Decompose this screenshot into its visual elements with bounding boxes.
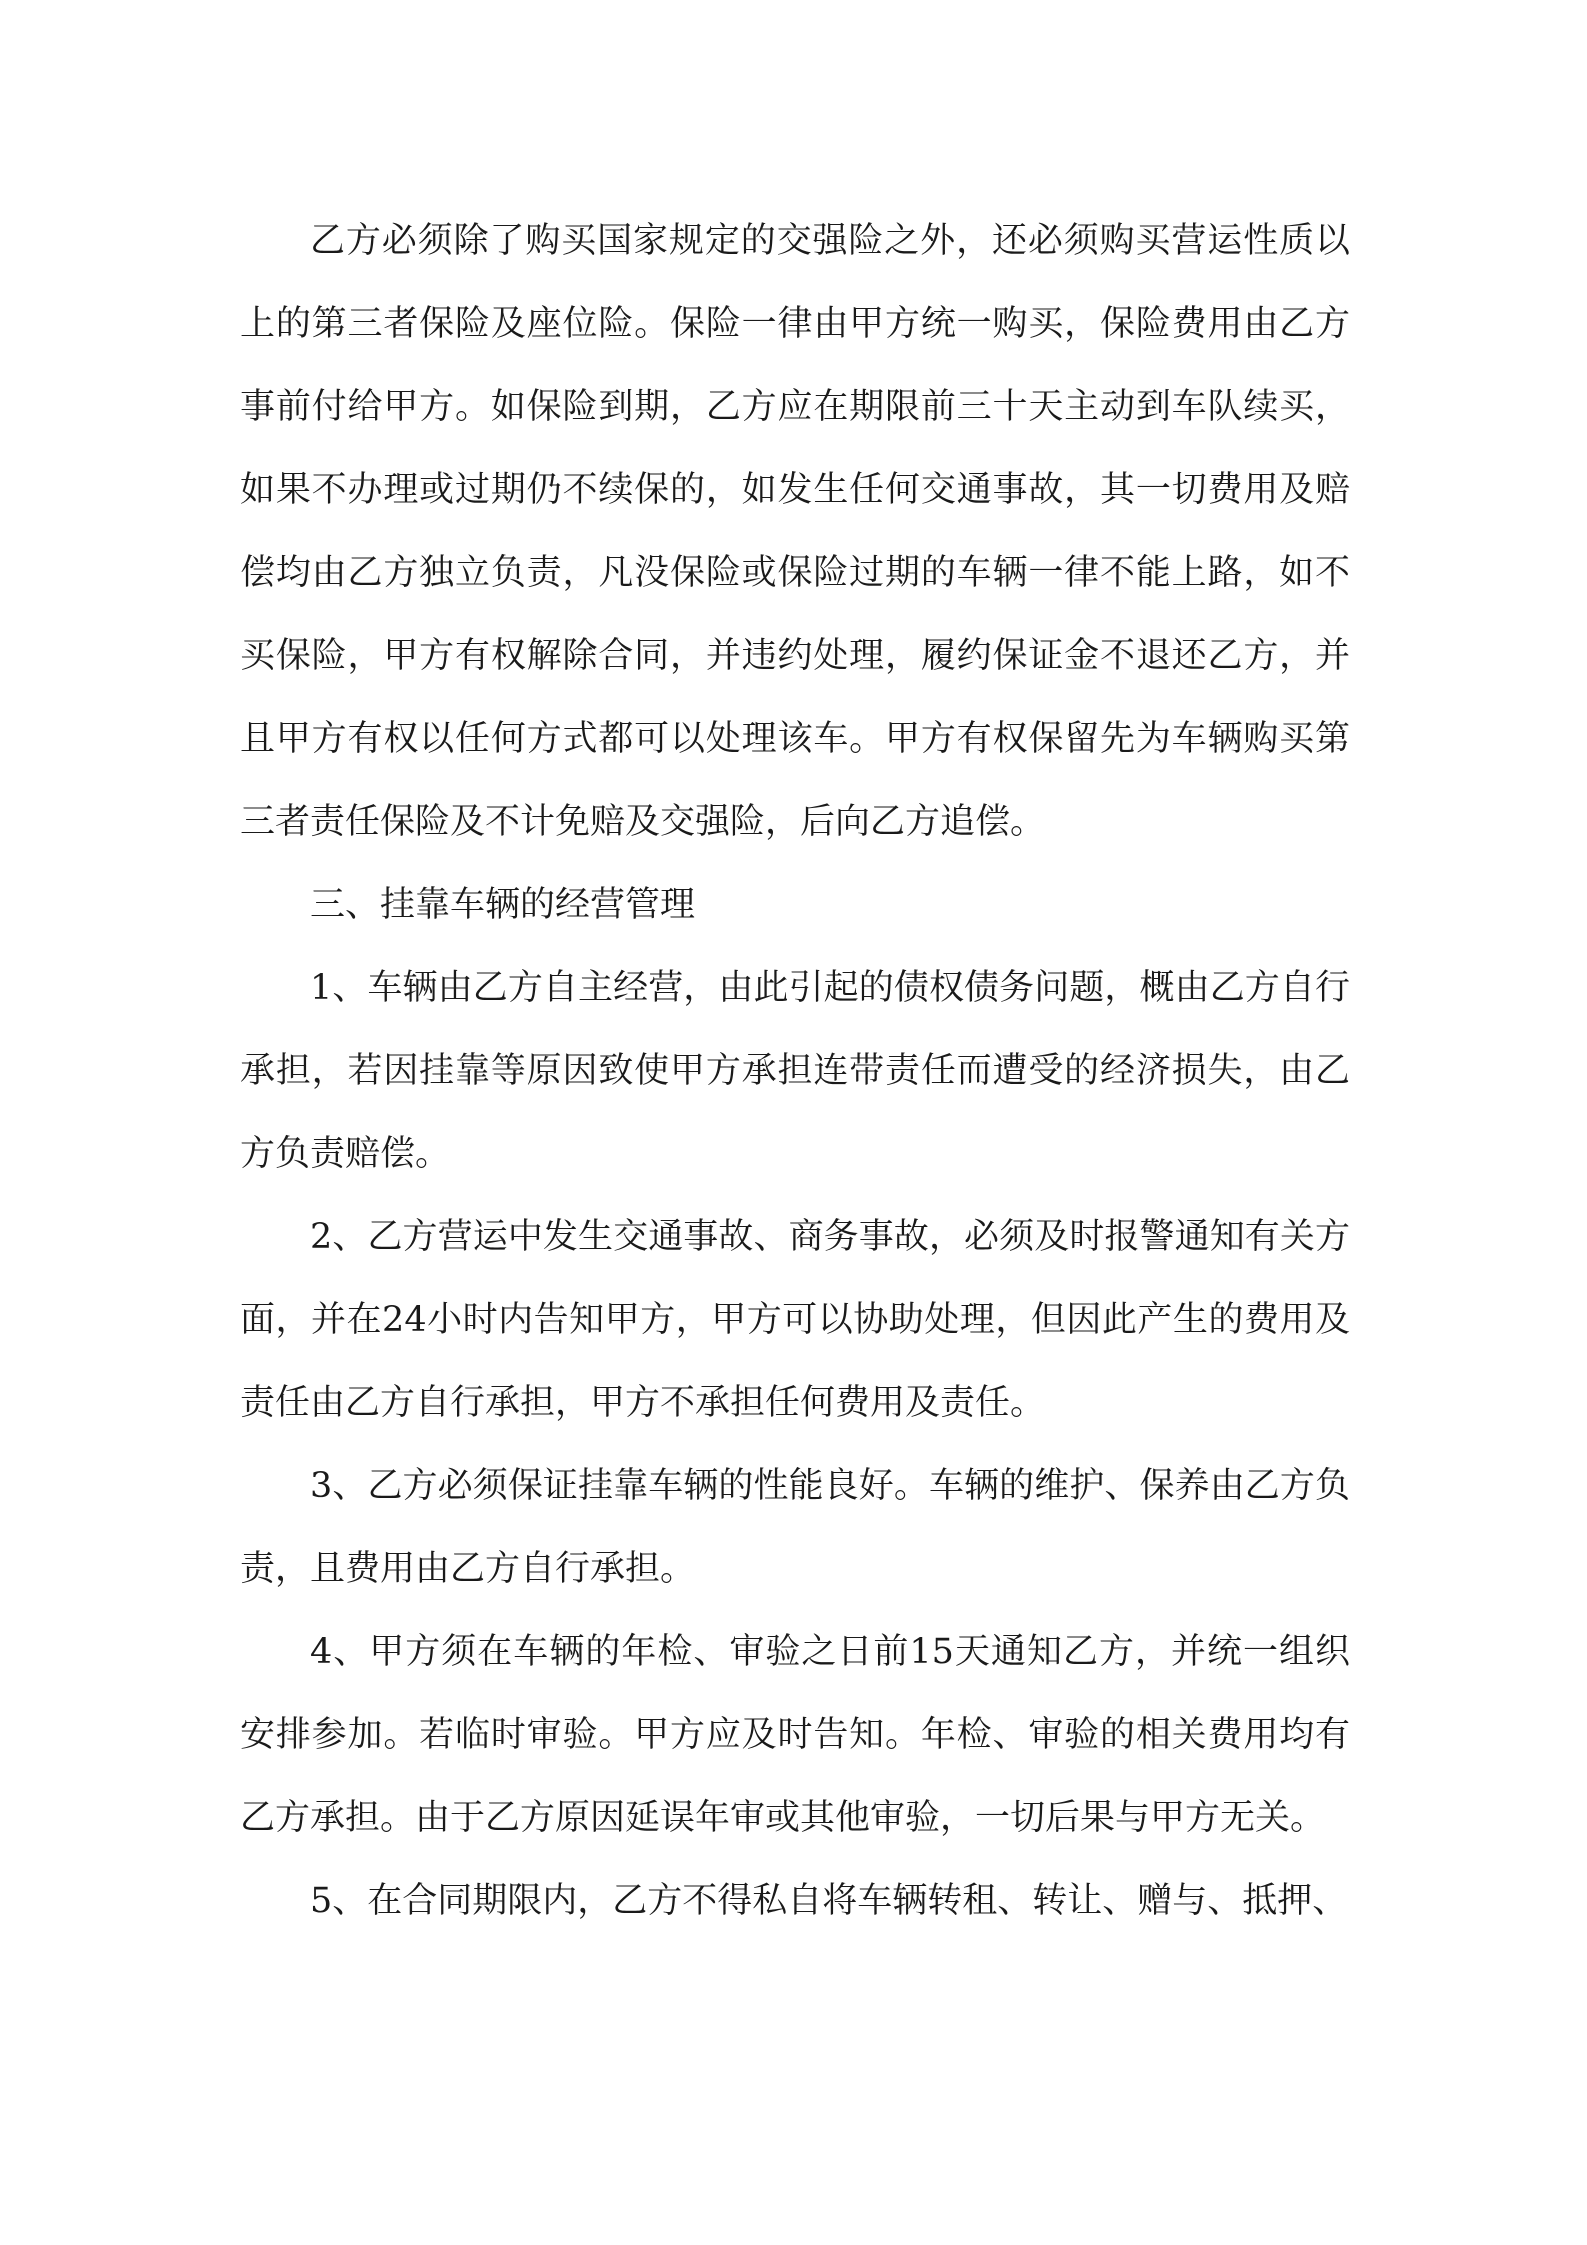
paragraph-clause-4: 4、甲方须在车辆的年检、审验之日前15天通知乙方，并统一组织安排参加。若临时审验。甲方应及时告知。年检、审验的相关费用均有乙方承担。由于乙方原因延误年审或其他审验，一切后果与甲方无关。: [240, 1632, 1350, 1838]
paragraph-clause-3: 3、乙方必须保证挂靠车辆的性能良好。车辆的维护、保养由乙方负责，且费用由乙方自行承担。: [240, 1466, 1350, 1589]
paragraph-clause-5: 5、在合同期限内，乙方不得私自将车辆转租、转让、赠与、抵押、: [310, 1881, 1348, 1921]
paragraph-insurance-terms: 乙方必须除了购买国家规定的交强险之外，还必须购买营运性质以上的第三者保险及座位险。保险一律由甲方统一购买，保险费用由乙方事前付给甲方。如保险到期，乙方应在期限前三十天主动到车队续买，如果不办理或过期仍不续保的，如发生任何交通事故，其一切费用及赔偿均由乙方独立负责，凡没保险或保险过期的车辆一律不能上路，如不买保险，甲方有权解除合同，并违约处理，履约保证金不退还乙方，并且甲方有权以任何方式都可以处理该车。甲方有权保留先为车辆购买第三者责任保险及不计免赔及交强险，后向乙方追偿。: [240, 221, 1350, 842]
paragraph-clause-2: 2、乙方营运中发生交通事故、商务事故，必须及时报警通知有关方面，并在24小时内告知甲方，甲方可以协助处理，但因此产生的费用及责任由乙方自行承担，甲方不承担任何费用及责任。: [240, 1217, 1350, 1423]
section-heading-operation-management: 三、挂靠车辆的经营管理: [310, 885, 696, 925]
paragraph-clause-1: 1、车辆由乙方自主经营，由此引起的债权债务问题，概由乙方自行承担，若因挂靠等原因致使甲方承担连带责任而遭受的经济损失，由乙方负责赔偿。: [240, 968, 1350, 1174]
document-body: [240, 200, 1350, 1943]
